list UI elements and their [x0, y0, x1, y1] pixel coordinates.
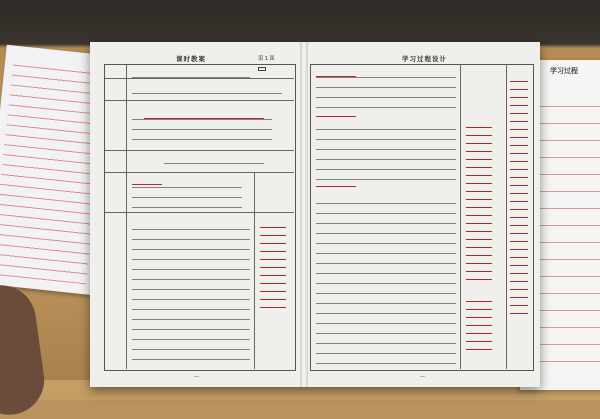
- red-underline: [316, 186, 356, 187]
- extra-column-divider: [506, 64, 507, 369]
- notebook-spine: [300, 42, 308, 387]
- notes-column-divider: [460, 64, 461, 369]
- left-page-header: 课时教案: [176, 55, 206, 63]
- red-margin-notes: [466, 120, 492, 280]
- open-notebook: [90, 42, 540, 387]
- handwriting-board: [132, 178, 242, 208]
- row-divider: [104, 100, 294, 101]
- row-divider: [104, 212, 294, 213]
- label-column-divider: [126, 64, 127, 369]
- row-divider: [104, 172, 294, 173]
- notes-column-divider: [254, 172, 255, 369]
- handwriting-title: [132, 68, 250, 78]
- left-page: [104, 54, 296, 380]
- page-footer: —: [194, 374, 199, 380]
- row-divider: [104, 78, 294, 79]
- row-divider: [104, 150, 294, 151]
- red-margin-notes: [466, 294, 492, 354]
- right-notebook-red-notes: [534, 90, 600, 370]
- handwriting-goals: [132, 84, 282, 94]
- red-underline: [316, 116, 356, 117]
- red-underline: [316, 76, 356, 77]
- handwriting-intro: [316, 68, 456, 108]
- page-footer: —: [420, 374, 425, 380]
- handwriting-body: [132, 220, 250, 360]
- handwriting-section: [164, 154, 264, 164]
- handwriting-focus: [132, 110, 272, 140]
- right-notebook-header: 学习过程: [550, 67, 578, 75]
- red-underline: [132, 184, 162, 185]
- handwriting-step-one: [316, 120, 456, 180]
- handwriting-step-two: [316, 194, 456, 364]
- red-margin-notes: [260, 220, 286, 310]
- right-page: [310, 54, 536, 380]
- stamp: [258, 67, 266, 71]
- left-page-number: 第1课: [258, 56, 276, 62]
- red-margin-notes: [510, 74, 528, 314]
- right-page-header: 学习过程设计: [402, 55, 447, 63]
- red-underline: [144, 118, 264, 119]
